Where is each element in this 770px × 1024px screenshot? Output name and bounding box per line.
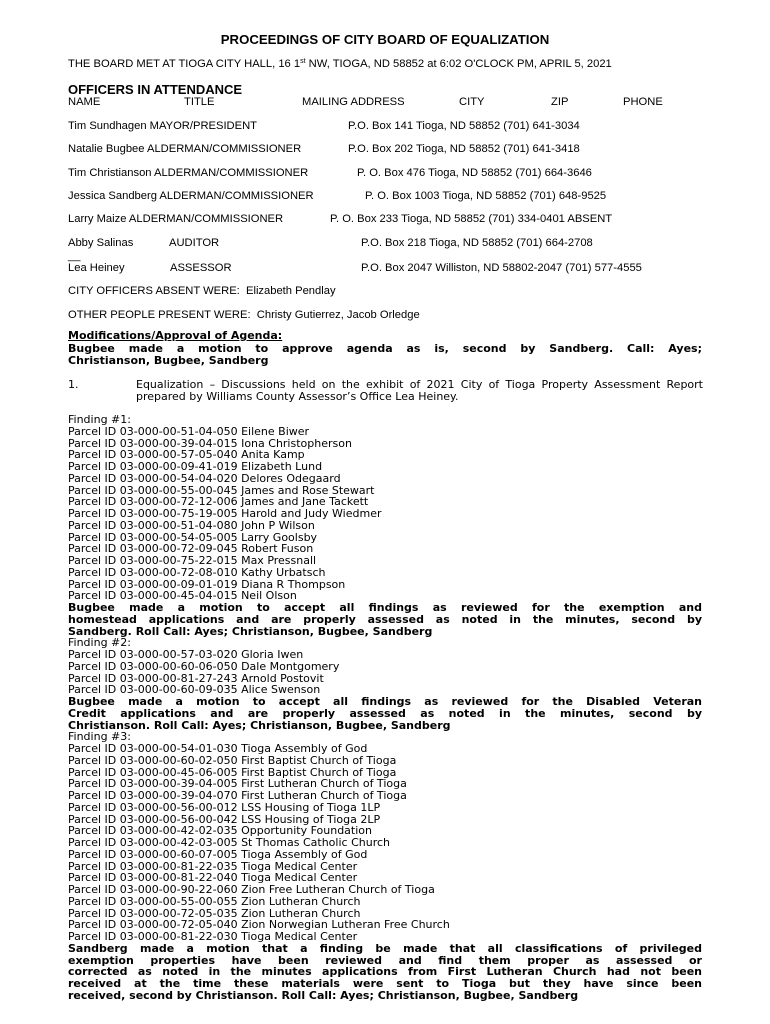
officer-address: P.O. Box 218 Tioga, ND 58852 (701) 664-2708 [361, 237, 593, 249]
motion-line: exemption properties have been reviewed and find them proper as assessed or [68, 953, 702, 967]
finding-label: Finding #1: [68, 413, 131, 426]
parcel-id: Parcel ID 03-000-00-55-00-055 [68, 894, 238, 908]
parcel-id: Parcel ID 03-000-00-45-04-015 [68, 589, 238, 603]
parcel-owner: Dale Montgomery [241, 659, 340, 673]
motion-line: Bugbee made a motion to accept all findings as reviewed for the Disabled Veteran [68, 695, 702, 708]
parcel-owner: Neil Olson [241, 589, 297, 603]
parcel-id: Parcel ID 03-000-00-81-22-035 [68, 859, 238, 873]
officer-address: P.O. Box 141 Tioga, ND 58852 (701) 641-3034 [348, 120, 580, 132]
column-header-name: NAME [68, 96, 101, 108]
parcel-id: Parcel ID 03-000-00-54-04-020 [68, 471, 238, 485]
finding-label: Finding #2: [68, 636, 131, 650]
agenda-heading: Modifications/Approval of Agenda: [68, 329, 283, 342]
parcel-row [68, 931, 702, 943]
parcel-owner: First Lutheran Church of Tioga [241, 777, 407, 791]
parcel-owner: Tioga Assembly of God [241, 742, 368, 755]
officer-name-title: Tim Sundhagen MAYOR/PRESIDENT [68, 120, 258, 132]
parcel-owner: Max Pressnall [241, 554, 317, 567]
parcel-id: Parcel ID 03-000-00-57-03-020 [68, 648, 238, 661]
findings-section [68, 414, 702, 1002]
parcel-owner: LSS Housing of Tioga 1LP [241, 800, 381, 814]
column-header-title: TITLE [184, 96, 215, 108]
parcel-id: Parcel ID 03-000-00-42-02-035 [68, 824, 238, 838]
column-header-zip: ZIP [551, 96, 569, 108]
parcel-owner: First Lutheran Church of Tioga [241, 789, 407, 802]
parcel-owner: Iona Christopherson [241, 436, 352, 450]
parcel-id: Parcel ID 03-000-00-51-04-050 [68, 424, 238, 438]
parcel-owner: Alice Swenson [241, 683, 321, 697]
parcel-id: Parcel ID 03-000-00-56-00-042 [68, 812, 238, 826]
agenda-motion [68, 343, 702, 367]
parcel-owner: Zion Norwegian Lutheran Free Church [241, 918, 450, 932]
parcel-owner: First Baptist Church of Tioga [241, 765, 397, 779]
parcel-owner: John P Wilson [241, 518, 315, 532]
parcel-id: Parcel ID 03-000-00-56-00-012 [68, 800, 238, 814]
parcel-id: Parcel ID 03-000-00-60-06-050 [68, 659, 238, 673]
parcel-owner: James and Jane Tackett [241, 495, 369, 509]
parcel-owner: Larry Goolsby [241, 530, 318, 544]
motion-line: Sandberg. Roll Call: Ayes; Christianson, Bugbee, Sandberg [68, 624, 433, 638]
absent-officers-line: CITY OFFICERS ABSENT WERE: Elizabeth Pendlay [68, 285, 336, 297]
motion-line: received at the time these materials were sent to Tioga but they have since been [68, 977, 702, 990]
parcel-owner: Eilene Biwer [241, 424, 310, 438]
parcel-owner: Zion Free Lutheran Church of Tioga [241, 883, 435, 896]
other-people-line: OTHER PEOPLE PRESENT WERE: Christy Gutierrez, Jacob Orledge [68, 309, 420, 321]
item-number: 1. [68, 378, 79, 391]
parcel-id: Parcel ID 03-000-00-39-04-005 [68, 777, 238, 791]
parcel-owner: James and Rose Stewart [241, 483, 375, 497]
officer-address: P.O. Box 2047 Williston, ND 58802-2047 (701) 577-4555 [361, 262, 642, 274]
parcel-id: Parcel ID 03-000-00-75-22-015 [68, 554, 238, 567]
motion-line: corrected as noted in the minutes applications from First Lutheran Church had not been [68, 965, 702, 979]
parcel-id: Parcel ID 03-000-00-72-05-035 [68, 906, 238, 920]
parcel-id: Parcel ID 03-000-00-09-41-019 [68, 460, 238, 473]
parcel-id: Parcel ID 03-000-00-42-03-005 [68, 836, 238, 849]
column-header-city: CITY [459, 96, 485, 108]
parcel-id: Parcel ID 03-000-00-81-22-030 [68, 930, 238, 943]
motion-line: Sandberg made a motion that a finding be made that all classifications of privileged [68, 941, 702, 955]
document-title: PROCEEDINGS OF CITY BOARD OF EQUALIZATION [220, 32, 550, 47]
parcel-id: Parcel ID 03-000-00-55-00-045 [68, 483, 238, 497]
parcel-owner: Kathy Urbatsch [241, 565, 326, 579]
officer-address: P. O. Box 1003 Tioga, ND 58852 (701) 648-9525 [365, 190, 607, 202]
officer-title: AUDITOR [169, 237, 220, 249]
parcel-owner: Elizabeth Lund [241, 460, 323, 473]
officer-name: Lea Heiney [68, 262, 125, 274]
officer-name-title: Tim Christianson ALDERMAN/COMMISSIONER [68, 167, 309, 179]
stray-underscore-mark: __ [68, 250, 81, 262]
officer-name: Abby Salinas [68, 237, 134, 249]
motion-line: Credit applications and are properly assessed as noted in the minutes, second by [68, 706, 702, 720]
parcel-owner: Tioga Medical Center [241, 871, 358, 885]
parcel-owner: Zion Lutheran Church [241, 906, 361, 920]
officer-name-title: Jessica Sandberg ALDERMAN/COMMISSIONER [68, 190, 314, 202]
parcel-owner: Robert Fuson [241, 542, 314, 556]
parcel-owner: St Thomas Catholic Church [241, 836, 390, 849]
officer-name-title: Larry Maize ALDERMAN/COMMISSIONER [68, 213, 284, 225]
parcel-id: Parcel ID 03-000-00-39-04-015 [68, 436, 238, 450]
motion-line: Bugbee made a motion to approve agenda as is, second by Sandberg. Call: Ayes; [68, 342, 702, 355]
meeting-superscript: st [300, 58, 306, 65]
column-header-phone: PHONE [623, 96, 663, 108]
parcel-id: Parcel ID 03-000-00-72-12-006 [68, 495, 238, 509]
meeting-text-before: THE BOARD MET AT TIOGA CITY HALL, 16 1 [68, 58, 301, 70]
parcel-owner: Tioga Assembly of God [241, 847, 368, 861]
parcel-id: Parcel ID 03-000-00-60-07-005 [68, 847, 238, 861]
officers-heading: OFFICERS IN ATTENDANCE [68, 82, 243, 97]
parcel-owner: LSS Housing of Tioga 2LP [241, 812, 381, 826]
findings-list [68, 414, 702, 1002]
finding-label: Finding #3: [68, 730, 131, 744]
officer-name-title: Natalie Bugbee ALDERMAN/COMMISSIONER [68, 143, 302, 155]
officer-title: ASSESSOR [170, 262, 232, 274]
parcel-owner: Gloria Iwen [241, 648, 304, 661]
parcel-owner: Diana R Thompson [241, 577, 346, 591]
parcel-id: Parcel ID 03-000-00-72-08-010 [68, 565, 238, 579]
parcel-id: Parcel ID 03-000-00-51-04-080 [68, 518, 238, 532]
parcel-id: Parcel ID 03-000-00-72-09-045 [68, 542, 238, 556]
parcel-id: Parcel ID 03-000-00-75-19-005 [68, 507, 238, 520]
parcel-id: Parcel ID 03-000-00-57-05-040 [68, 448, 238, 462]
meeting-text-after: NW, TIOGA, ND 58852 at 6:02 O'CLOCK PM, APRIL 5, 2021 [305, 58, 612, 70]
parcel-owner: Zion Lutheran Church [241, 894, 361, 908]
parcel-id: Parcel ID 03-000-00-54-01-030 [68, 742, 238, 755]
parcel-id: Parcel ID 03-000-00-81-27-243 [68, 671, 238, 685]
parcel-id: Parcel ID 03-000-00-72-05-040 [68, 918, 238, 932]
officer-address: P. O. Box 476 Tioga, ND 58852 (701) 664-3646 [357, 167, 592, 179]
motion-line: Bugbee made a motion to accept all findings as reviewed for the exemption and [68, 601, 702, 614]
parcel-id: Parcel ID 03-000-00-09-01-019 [68, 577, 238, 591]
parcel-owner: Anita Kamp [241, 448, 305, 462]
parcel-id: Parcel ID 03-000-00-60-09-035 [68, 683, 238, 697]
parcel-id: Parcel ID 03-000-00-90-22-060 [68, 883, 238, 896]
parcel-owner: Opportunity Foundation [241, 824, 372, 838]
parcel-id: Parcel ID 03-000-00-39-04-070 [68, 789, 238, 802]
parcel-id: Parcel ID 03-000-00-54-05-005 [68, 530, 238, 544]
motion-line: Christianson. Roll Call: Ayes; Christianson, Bugbee, Sandberg [68, 718, 451, 732]
parcel-owner: Arnold Postovit [241, 671, 324, 685]
meeting-statement [68, 58, 612, 70]
officer-address: P. O. Box 233 Tioga, ND 58852 (701) 334-0401 ABSENT [330, 213, 613, 225]
officer-address: P.O. Box 202 Tioga, ND 58852 (701) 641-3418 [348, 143, 580, 155]
parcel-owner: First Baptist Church of Tioga [241, 753, 397, 767]
parcel-id: Parcel ID 03-000-00-60-02-050 [68, 753, 238, 767]
parcel-id: Parcel ID 03-000-00-81-22-040 [68, 871, 238, 885]
motion-line: homestead applications and are properly assessed as noted in the minutes, second by [68, 612, 702, 626]
parcel-id: Parcel ID 03-000-00-45-06-005 [68, 765, 238, 779]
column-header-address: MAILING ADDRESS [302, 96, 405, 108]
parcel-owner: Tioga Medical Center [241, 859, 358, 873]
item-description: Equalization – Discussions held on the exhibit of 2021 City of Tioga Property Assessment Report prepared by Williams County Assessor’s Office Lea Heiney. [136, 378, 703, 403]
parcel-owner: Delores Odegaard [241, 471, 341, 485]
motion-line: received, second by Christianson. Roll Call: Ayes; Christianson, Bugbee, Sandberg [68, 988, 579, 1002]
parcel-owner: Tioga Medical Center [241, 930, 358, 943]
motion-line: Christianson, Bugbee, Sandberg [68, 353, 269, 367]
parcel-owner: Harold and Judy Wiedmer [241, 507, 382, 520]
